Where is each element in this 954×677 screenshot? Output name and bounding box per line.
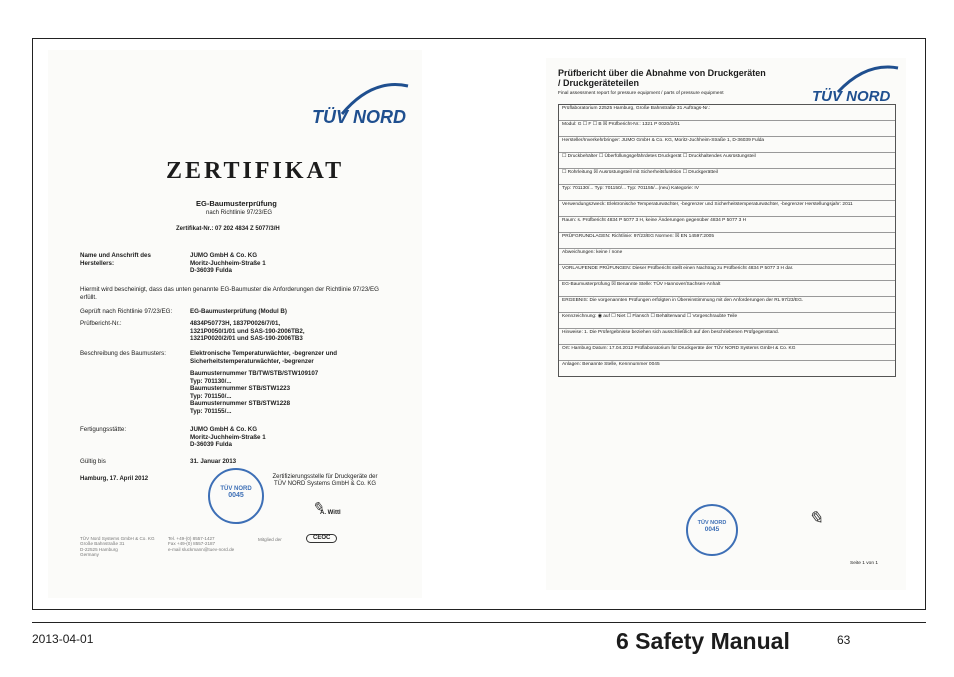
report-row: Prüflaboratorium 22525 Hamburg, Große Bahnstraße 31 Auftrags-Nr.: [559,105,895,121]
report-title: Prüfbericht über die Abnahme von Druckgeräten / Druckgeräteteilen [558,68,766,88]
report-row: VORLAUFENDE PRÜFUNGEN: Dieser Prüfbericht stellt einen Nachtrag zu Prüfbericht 4834 P 5077 3 H dar. [559,265,895,281]
tuv-nord-logo: TÜV NORD [312,76,412,126]
report-row: Abweichungen: keine / none [559,249,895,265]
signature: ✎ [312,500,324,516]
footer-page-number: 63 [837,633,851,647]
report-page: Seite 1 von 1 [850,561,879,566]
member-label: Mitglied der [258,537,282,542]
report-row: Ort: Hamburg Datum: 17.04.2012 Prüflaboratorium für Druckgeräte der TÜV NORD Systems GmbH & Co. KG [559,345,895,361]
report-row: Raum: s. Prüfbericht 4834 P 5077 3 H, keine Änderungen gegenüber 4834 P 5077 3 H [559,217,895,233]
report-row: Verwendungszweck: Elektronische Temperaturwächter, -begrenzer und Sicherheitstemperaturwächter, -begrenzer Herstellungsjahr: 2011 [559,201,895,217]
report-row: ☐ Rohrleitung ☒ Ausrüstungsteil mit Sicherheitsfunktion ☐ Druckgerätteil [559,169,895,185]
signer-name: A. Wittl [320,510,341,516]
tuv-nord-logo: TÜV NORD [812,60,902,104]
report-row: Hersteller/Inverkehrbringer: JUMO GmbH & Co. KG, Moritz-Juchheim-Straße 1, D-36039 Fulda [559,137,895,153]
statement: Hiermit wird bescheinigt, dass das unten genannte EG-Baumuster die Anforderungen der Richtlinie 97/23/EG erfüllt. [80,286,379,301]
certificate-document: TÜV NORD ZERTIFIKAT EG-Baumusterprüfung nach Richtlinie 97/23/EG Zertifikat-Nr.: 07 202 4834 Z 5077/3/H Name und Anschrift des Herstellers: JUMO GmbH & Co. KG Moritz-Juchheim-Straße 1 D-36039 Fulda Hiermit wird bescheinigt, dass das unten genannte EG-Baumuster die Anforderungen der Richtlinie 97/23/EG erfüllt. Geprüft nach Richtlinie 97/23/EG: EG-Baumusterprüfung (Modul B) Prüfbericht-Nr.: 4834P50773H, 1837P0026/7/01, 1321P0050/1/01 und SAS-190-2006TB2, 1321P0020/2/01 und SAS-190-2006TB3 Beschreibung des Baumusters: Elektronische Temperaturwächter, -begrenzer und Sicherheitstemperaturwächter, -begrenzer Baumusternummer TB/TW/STB/STW109107 Typ: 701130/... Baumusternummer STB/STW1223 Typ: 701150/... Baumusternummer STB/STW1228 Typ: 701155/... Fertigungsstätte: JUMO GmbH & Co. KG Moritz-Juchheim-Straße 1 D-36039 Fulda Gültig bis 31. Januar 2013 Hamburg, 17. April 2012 TÜV NORD 0045 Zertifizierungsstelle für Druckgeräte der TÜV NORD Systems GmbH & Co. KG ✎ A. Wittl TÜV Nord Systems GmbH & Co. KG Große Bahnstraße 31 D-22525 Hamburg Germany Tel. +49-(0) 8557-1427 Fax +49-(0) 8557-2187 e-mail sluckmann@tuev-nord.de Mitglied der CEOC [48,50,422,598]
certification-body: Zertifizierungsstelle für Druckgeräte der TÜV NORD Systems GmbH & Co. KG [272,474,378,487]
report-row: PRÜFGRUNDLAGEN: Richtlinie: 97/23/EG Normen: ☒ EN 14597:2005 [559,233,895,249]
tuv-stamp: TÜV NORD 0045 [686,504,738,556]
report-table [558,104,896,377]
footer-title: 6 Safety Manual [616,628,790,654]
report-row: Typ: 701130/... Typ: 701150/... Typ: 701155/...(neu) Kategorie: IV [559,185,895,201]
report-row: ☐ Druckbehälter ☐ Überfüllungsgefährdetes Druckgerät ☐ Druckhaltendes Ausrüstungsteil [559,153,895,169]
tuv-stamp: TÜV NORD 0045 [208,468,264,524]
report-row: EG-Baumusterprüfung ☒ Benannte Stelle: TÜV Hannover/Sachsen-Anhalt [559,281,895,297]
footer-divider [32,622,926,623]
ceoc-logo: CEOC [306,534,337,543]
signature: ✎ [808,508,824,529]
report-row: Hinweise: 1. Die Prüfergebnisse beziehen sich ausschließlich auf den beschriebenen Prüfgegenstand. [559,329,895,345]
report-row: Kennzeichnung: ◉ auf ☐ Niet ☐ Flansch ☐ Behälterwand ☐ Vorgeschraubte Teile [559,313,895,329]
issuer-address: TÜV Nord Systems GmbH & Co. KG Große Bahnstraße 31 D-22525 Hamburg Germany [80,536,155,558]
certificate-subtitle: EG-Baumusterprüfung [196,199,277,208]
assessment-report-document [546,58,906,590]
certificate-number: Zertifikat-Nr.: 07 202 4834 Z 5077/3/H [176,226,280,232]
report-row: Modul: G ☐ F ☐ B ☒ Prüfbericht-Nr.: 1321 P 0020/2/01 [559,121,895,137]
certificate-title: ZERTIFIKAT [166,158,345,184]
report-subtitle: Final assessment report for pressure equipment / parts of pressure equipment [558,91,724,96]
place-date: Hamburg, 17. April 2012 [80,476,149,482]
footer-date: 2013-04-01 [32,632,94,646]
certificate-directive: nach Richtlinie 97/23/EG [206,210,273,216]
issuer-contact: Tel. +49-(0) 8557-1427 Fax +49-(0) 8557-2187 e-mail sluckmann@tuev-nord.de [168,536,235,552]
report-row: ERGEBNIS: Die vorgenannten Prüfungen erfolgten in Übereinstimmung mit den Anforderungen der RL 97/23/EG. [559,297,895,313]
report-row: Anlagen: Benannte Stelle, Kennnummer 0045 [562,362,660,367]
